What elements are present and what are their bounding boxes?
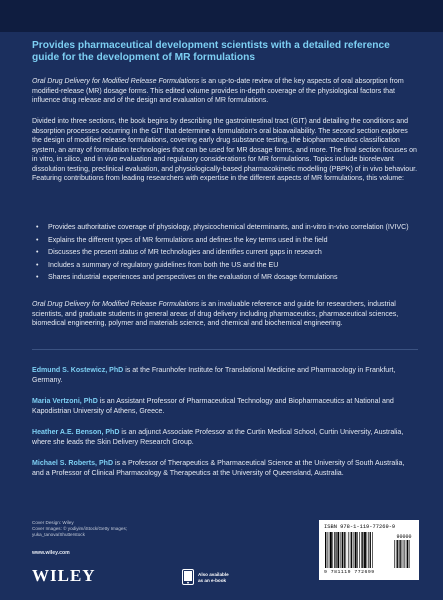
cover-credits bbox=[32, 520, 182, 538]
closing-paragraph bbox=[32, 300, 418, 329]
feature-list-item: • Provides authoritative coverage of physiology, physicochemical determinants, and in-vitro in-vivo correlation (IVIVC) bbox=[36, 223, 416, 233]
editor-name: Maria Vertzoni, PhD bbox=[32, 398, 98, 405]
ebook-badge bbox=[182, 569, 262, 585]
ebook-device-icon bbox=[182, 569, 194, 585]
editor-bio-text: is an Assistant Professor of Pharmaceutical Technology and Biopharmaceutics at National and Kapodistrian University of Athens, Greece. bbox=[32, 398, 394, 415]
top-band bbox=[0, 0, 443, 32]
editor-bio bbox=[32, 428, 418, 447]
closing-text: is an invaluable reference and guide for researchers, industrial scientists, and graduate students in general areas of drug delivery including pharmaceutics, pharmaceutical sciences, biomedical engineering, polymer and materials science, and chemical and biochemical engineering. bbox=[32, 301, 399, 328]
isbn-label: ISBN 978-1-119-77269-9 bbox=[324, 524, 396, 530]
feature-list-item: • Explains the different types of MR formulations and defines the key terms used in the field bbox=[36, 236, 416, 246]
intro-paragraph bbox=[32, 77, 418, 106]
feature-list bbox=[36, 223, 416, 286]
publisher-logo: WILEY bbox=[32, 566, 96, 585]
editor-bio bbox=[32, 459, 418, 478]
editor-name: Edmund S. Kostewicz, PhD bbox=[32, 367, 124, 374]
editor-name: Heather A.E. Benson, PhD bbox=[32, 429, 120, 436]
cover-images-credit: Cover Images: © yodiyim/iStock/Getty Images; bbox=[32, 526, 128, 531]
ebook-line: as an e-book bbox=[198, 577, 227, 583]
editor-bio bbox=[32, 397, 418, 416]
intro-book-title: Oral Drug Delivery for Modified Release Formulations bbox=[32, 78, 200, 85]
barcode-digits: 9 781119 772699 bbox=[324, 570, 375, 575]
ebook-line: Also available bbox=[198, 572, 229, 577]
cover-design-credit: Cover Design: Wiley bbox=[32, 520, 74, 525]
addon-code: 90000 bbox=[396, 534, 412, 540]
editor-bio-text: is at the Fraunhofer Institute for Translational Medicine and Pharmacology in Frankfurt, Germany. bbox=[32, 367, 396, 384]
intro-text: is an up-to-date review of the key aspects of oral absorption from modified-release (MR) dosage forms. This edited volume provides in-depth coverage of the physiological factors that influence drug release and of the design and evaluation of MR formulations. bbox=[32, 78, 404, 105]
editor-bio-text: is an adjunct Associate Professor at the Curtin Medical School, Curtin University, Australia, where she leads the Skin Delivery Research Group. bbox=[32, 429, 404, 446]
feature-list-item: • Discusses the present status of MR technologies and identifies current gaps in research bbox=[36, 248, 416, 258]
barcode-icon bbox=[324, 532, 416, 570]
isbn-barcode bbox=[319, 520, 419, 580]
closing-book-title: Oral Drug Delivery for Modified Release Formulations bbox=[32, 301, 200, 308]
feature-list-item: • Includes a summary of regulatory guidelines from both the US and the EU bbox=[36, 261, 416, 271]
publisher-website[interactable]: www.wiley.com bbox=[32, 550, 70, 556]
feature-list-item: • Shares industrial experiences and perspectives on the evaluation of MR dosage formulations bbox=[36, 273, 416, 283]
headline: Provides pharmaceutical development scientists with a detailed reference guide for the development of MR formulations bbox=[32, 40, 390, 64]
editor-bio-text: is a Professor of Therapeutics & Pharmaceutical Science at the University of South Australia, and a Professor of Clinical Pharmacology & Therapeutics at the University of Queensland, Australia. bbox=[32, 460, 405, 477]
editor-name: Michael S. Roberts, PhD bbox=[32, 460, 114, 467]
editor-bio bbox=[32, 366, 418, 385]
cover-images-credit: yuka_tanova/Shutterstock bbox=[32, 532, 85, 537]
body-paragraph: Divided into three sections, the book begins by describing the gastrointestinal tract (GIT) and detailing the conditions and absorption processes occurring in the GIT that determine a formulation's oral bioavailability. The second section explores the design of modified release formulations, covering early drug substance testing, the biopharmaceutics classification system, an array of formulation technologies that can be used for MR dosage forms, and more. The final section focuses on in vitro, in silico, and in vivo evaluation and regulatory considerations for MR formulations. Topics include biorelevant dissolution testing, preclinical evaluation, and physiologically-based pharmacokinetic modelling (PBPK) of in vivo behaviour. Featuring contributions from leading researchers with expertise in the different aspects of MR formulations, this volume: bbox=[32, 118, 418, 183]
section-divider bbox=[32, 349, 418, 350]
